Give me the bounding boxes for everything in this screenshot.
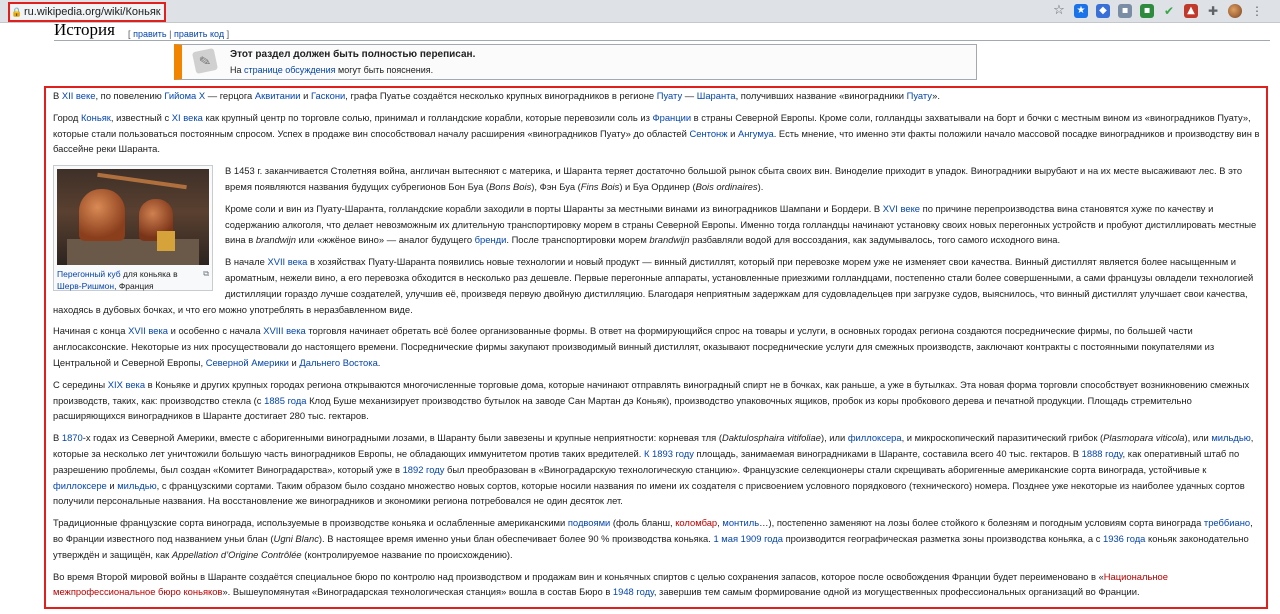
browser-menu-icon[interactable]: ⋮: [1251, 4, 1263, 18]
italic-term: Bois ordinaires: [695, 180, 758, 192]
wiki-link[interactable]: мильдью: [117, 479, 157, 491]
wiki-link[interactable]: 1936 года: [1103, 532, 1146, 544]
wiki-link[interactable]: мильдью: [1211, 432, 1251, 444]
talk-page-link[interactable]: странице обсуждения: [244, 65, 336, 75]
italic-term: Daktulosphaira vitifoliae: [721, 432, 821, 444]
wiki-link[interactable]: XII веке: [61, 90, 96, 101]
lock-icon: 🔒: [11, 7, 23, 17]
wiki-link[interactable]: XIX века: [107, 378, 146, 390]
wiki-link[interactable]: XVI веке: [882, 202, 921, 214]
wiki-link[interactable]: 1892 году: [402, 463, 445, 475]
missing-article-link[interactable]: Национальное межпрофессиональное бюро коньяков: [53, 570, 1168, 598]
still-photo[interactable]: [57, 169, 209, 265]
missing-article-link[interactable]: коломбар: [675, 517, 718, 529]
check-extension-icon[interactable]: ✔: [1163, 4, 1175, 18]
section-title: История: [54, 20, 115, 39]
wiki-link[interactable]: бренди: [474, 234, 507, 246]
edit-link[interactable]: править: [133, 29, 167, 39]
browser-toolbar: [0, 0, 1280, 23]
extension-star-icon[interactable]: ★: [1074, 4, 1088, 18]
wiki-link[interactable]: Северной Америки: [205, 356, 289, 368]
wiki-link[interactable]: Аквитании: [254, 90, 301, 101]
wiki-link[interactable]: XVII века: [128, 325, 168, 337]
wiki-link[interactable]: Сентонж: [689, 127, 728, 139]
italic-term: Bons Bois: [489, 180, 532, 192]
thumbnail-caption: ⧉ Перегонный куб для коньяка в Шерв-Ришмон, Франция: [57, 269, 209, 292]
paragraph: В XII веке, по повелению Гийома X — герцога Аквитании и Гаскони, графа Пуатье создаётся несколько крупных виноградников в регионе Пуату — Шаранта, получивших название «виноградники Пуату».: [53, 90, 940, 101]
caption-link-still[interactable]: Перегонный куб: [57, 269, 121, 280]
translate-extension-icon[interactable]: ▪: [1118, 4, 1132, 18]
rewrite-notice: [174, 44, 977, 80]
wiki-link[interactable]: 1885 года: [264, 394, 307, 406]
puzzle-icon: ✎: [192, 48, 218, 74]
wiki-link[interactable]: монтиль: [722, 517, 760, 529]
paragraph: Начиная с конца XVII века и особенно с начала XVIII века торговля начинает обретать всё более организованные формы. В ответ на формирующийся спрос на товары и услуги, в основных городах региона создаются посреднические фирмы, по большей части англосаксонские. Некоторые из них просуществовали до настоящего времени. Посреднические фирмы закупают производимый винный дистиллят, оказывают посреднические услуги для смежных производств, заключают контракты с постоянными покупателями из Центральной и Северной Европы, Северной Америки и Дальнего Востока.: [53, 325, 1215, 368]
address-url[interactable]: ru.wikipedia.org/wiki/Коньяк: [24, 6, 161, 18]
wiki-link[interactable]: Шаранта: [696, 90, 736, 101]
wiki-link[interactable]: Пуату: [906, 90, 933, 101]
address-bar[interactable]: [8, 2, 166, 22]
wiki-link[interactable]: Гаскони: [310, 90, 346, 101]
image-thumbnail: [53, 165, 213, 291]
wiki-link[interactable]: филлоксера: [847, 432, 902, 444]
wiki-link[interactable]: XVIII века: [263, 325, 306, 337]
profile-avatar[interactable]: [1228, 4, 1242, 18]
shield-extension-icon[interactable]: ◆: [1096, 4, 1110, 18]
wiki-link[interactable]: 1870: [61, 432, 83, 444]
italic-term: Ugni Blanc: [273, 532, 319, 544]
paragraph: В начале XVII века в хозяйствах Пуату-Шаранта появились новые технологии и новый продукт — винный дистиллят, который при перевозке морем уже не изменяет свои качества. Винный дистиллят является более насыщенным и ароматным, нежели вино, а его перевозка обходится в несколько раз дешевле. Первые перегонные аппараты, установленные приезжими голландцами, постепенно стали более совершенными, а сами французы овладели технологией дистилляции гораздо лучше создателей, улучшив её, произведя первую двойную дистилляцию. Благодаря неприятным задержкам для судовладельцев при загрузке судов, выяснилось, что винный дистиллят улучшает свои качества, находясь в дубовых бочках, и что его можно употреблять в неразбавленном виде.: [53, 256, 1254, 315]
wiki-link[interactable]: Франции: [652, 111, 692, 123]
italic-term: Fins Bois: [580, 180, 620, 192]
italic-term: brandwijn: [649, 234, 690, 246]
paragraph: В 1453 г. заканчивается Столетняя война, англичан вытесняют с материка, и Шаранта теряет достаточно большой рынок сбыта своих вин. Виноделие приходит в упадок. Виноградники вырубают и на их месте высаживают лес. В это время появляются названия будущих субрегионов Бон Буа (Bons Bois), Фэн Буа (Fins Bois) и Буа Ординер (Bois ordinaires).: [225, 165, 1243, 192]
edit-code-link[interactable]: править код: [173, 29, 225, 39]
wiki-link[interactable]: Ангумуа: [737, 127, 774, 139]
green-extension-icon[interactable]: ▪: [1140, 4, 1154, 18]
section-heading: [54, 22, 1270, 41]
extensions-puzzle-icon[interactable]: ✚: [1207, 4, 1219, 18]
edit-section-links: [ править | править код ]: [128, 29, 230, 39]
enlarge-icon[interactable]: ⧉: [203, 269, 209, 279]
extension-icons: [1052, 3, 1264, 19]
paragraph: Город Коньяк, известный с XI века как крупный центр по торговле солью, принимал и голландские корабли, которые перевозили соль из Франции в страны Северной Европы. Кроме соли, голландцы захватывали на борт и бочки с местным вином из «виноградников Пуату», которые стали пользоваться постоянным спросом. Успех в продаже вин способствовал началу расширения «виноградников Пуату» до областей Сентонж и Ангумуа. Есть мнение, что именно эти факты положили начало массовой посадке виноградников и производству вин в бассейне реки Шаранта.: [53, 111, 1260, 155]
wiki-link[interactable]: 1888 году: [1081, 447, 1123, 459]
italic-term: brandwijn: [255, 234, 296, 246]
caption-link-place[interactable]: Шерв-Ришмон: [57, 281, 115, 292]
wiki-link[interactable]: Пуату: [656, 90, 683, 101]
wiki-link[interactable]: Дальнего Востока: [299, 356, 378, 368]
wiki-link[interactable]: 1 мая 1909 года: [713, 532, 783, 544]
paragraph: В 1870-х годах из Северной Америки, вместе с аборигенными виноградными лозами, в Шаранту были завезены и крупные неприятности: корневая тля (Daktulosphaira vitifoliae), или филлоксера, и микроскопический паразитический грибок (Plasmopara viticola), или мильдью, которые за несколько лет уничтожили большую часть виноградников Европы, не обладающих иммунитетом против таких вредителей. К 1893 году площадь, занимаемая виноградниками в Шаранте, составила всего 40 тыс. гектаров. В 1888 году, как оперативный штаб по разрешению проблемы, был создан «Комитет Виноградарства», который уже в 1892 году был преобразован в «Виноградарскую технологическую станцию». Французские селекционеры стали скрещивать аборигенные американские сорта винограда, устойчивые к филлоксере и мильдью, с французскими сортами. Таким образом было создано множество новых сортов, которые носили названия по имени их создателя с присвоением условного порядкового (технического) номера. Позднее уже некоторые из наиболее удачных сортов получили персональные названия. На восстановление же виноградников и экономики региона потребовался не один десяток лет.: [53, 432, 1254, 507]
wiki-link[interactable]: XVII века: [267, 256, 308, 268]
wiki-link[interactable]: Гийома X: [164, 90, 206, 101]
notice-title: Этот раздел должен быть полностью переписан.: [230, 49, 476, 60]
paragraph: С середины XIX века в Коньяке и других крупных городах региона открываются многочисленные торговые дома, которые начинают отправлять виноградный спирт не в бочках, как раньше, а уже в бутылках. Эта новая форма торговли способствует возникновению смежных производств, таких, как: производство стекла (с 1885 года Клод Буше механизирует производство бутылок на заводе Сан Мартан дэ Коньяк), производство упаковочных ящиков, пробок из коры пробкового дерева и печатной продукции. Площадь стремительно расширяющихся виноградников в Шаранте достигает 280 тыс. гектаров.: [53, 378, 1250, 422]
pdf-extension-icon[interactable]: ▲: [1184, 4, 1198, 18]
paragraph: Традиционные французские сорта винограда, используемые в производстве коньяка и ослабленные американскими подвоями (фоль бланш, коломбар, монтиль…), постепенно заменяют на лозы более стойкого к болезням и погодным условиям сорта винограда треббиано, во Франции известного под названием уньи блан (Ugni Blanc). В настоящее время именно уньи блан обеспечивает более 90 % производства коньяка. 1 мая 1909 года производится географическая разметка зоны производства коньяка, а с 1936 года коньяк законодательно утверждён и защищён, как Appellation d’Origine Contrôlée (контролируемое название по происхождению).: [53, 517, 1253, 560]
wiki-link[interactable]: Коньяк: [80, 111, 111, 123]
wiki-link[interactable]: XI века: [171, 111, 203, 123]
italic-term: Appellation d’Origine Contrôlée: [171, 548, 302, 560]
paragraph: Кроме соли и вин из Пуату-Шаранта, голландские корабли заходили в порты Шаранты за местными винами из виноградников Шампани и Бордери. В XVI веке по причине перепроизводства вина становятся хуже по качеству и содержанию алкоголя, что делает невозможным их длительную транспортировку морем в страны Северной Европы. Именно тогда голландцы начинают установку своих новых перегонных устройств и пробуют дистиллировать местные вина в brandwijn или «жжёное вино» — аналог будущего бренди. После транспортировки морем brandwijn разбавляли водой для воссоздания, как задумывалось, того самого исходного вина.: [225, 202, 1257, 246]
wiki-link[interactable]: К 1893 году: [643, 447, 694, 459]
wiki-link[interactable]: 1948 году: [612, 586, 654, 598]
paragraph: Во время Второй мировой войны в Шаранте создаётся специальное бюро по контролю над производством и продажам вин и коньячных спиртов с целью сохранения запасов, которое после освобождения Франции будет переименовано в «Национальное межпрофессиональное бюро коньяков». Вышеупомянутая «Виноградарская технологическая станция» вошла в состав Бюро в 1948 году, завершив тем самым формирование одной из могущественных профессиональных организаций во Франции.: [53, 570, 1168, 598]
article-content: [44, 86, 1268, 609]
notice-text: На странице обсуждения могут быть пояснения.: [230, 65, 434, 75]
wiki-link[interactable]: треббиано: [1203, 517, 1251, 529]
italic-term: Plasmopara viticola: [1103, 432, 1185, 444]
wiki-link[interactable]: филлоксере: [53, 479, 107, 491]
wiki-link[interactable]: подвоями: [567, 517, 611, 529]
bookmark-star-icon[interactable]: ☆: [1053, 3, 1065, 18]
